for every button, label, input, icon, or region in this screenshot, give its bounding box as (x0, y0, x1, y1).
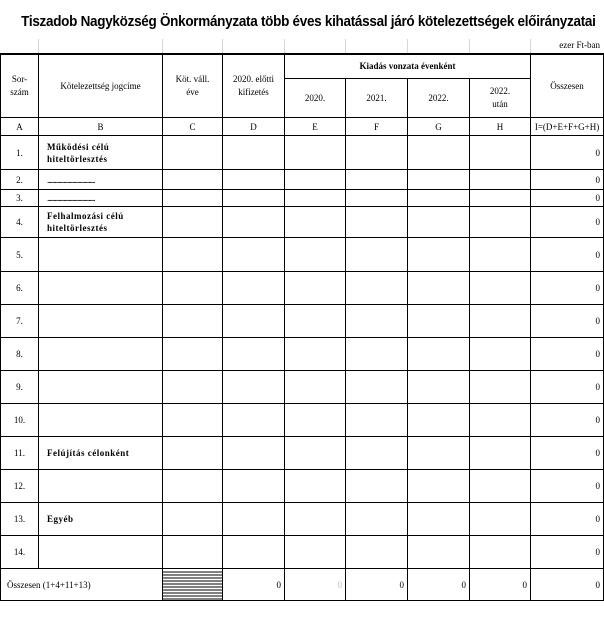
row-label-line2: hiteltörlesztés (47, 223, 108, 233)
total-d: 0 (223, 569, 285, 601)
empty-cell (346, 190, 408, 207)
column-letter: H (470, 118, 531, 136)
total-h: 0 (470, 569, 531, 601)
column-letter: F (346, 118, 408, 136)
empty-cell (223, 272, 285, 305)
header-2021: 2021. (346, 79, 408, 118)
table-row (1, 470, 604, 503)
table-row (1, 190, 604, 207)
obligations-table (0, 54, 604, 601)
header-sorszam-line2: szám (10, 87, 29, 97)
row-number: 2. (1, 170, 39, 190)
empty-cell (346, 238, 408, 272)
table-row (1, 503, 604, 536)
empty-cell (163, 536, 223, 569)
total-e: 0 (285, 569, 346, 601)
empty-cell (470, 338, 531, 371)
empty-cell (285, 136, 346, 170)
empty-cell (285, 404, 346, 437)
empty-cell (408, 272, 470, 305)
row-total: 0 (531, 136, 604, 170)
empty-cell (285, 470, 346, 503)
empty-cell (470, 404, 531, 437)
empty-cell (470, 272, 531, 305)
header-kot-vall (163, 55, 223, 118)
empty-cell (470, 136, 531, 170)
empty-cell (470, 238, 531, 272)
header-2022-utan-line1: 2022. (489, 86, 511, 96)
empty-cell (223, 404, 285, 437)
empty-cell (163, 470, 223, 503)
header-osszesen: Összesen (531, 55, 604, 118)
empty-cell (470, 503, 531, 536)
table-row (1, 338, 604, 371)
row-number: 9. (1, 371, 39, 404)
row-number: 10. (1, 404, 39, 437)
column-letter: I=(D+E+F+G+H) (531, 118, 604, 136)
empty-cell (163, 170, 223, 190)
row-total: 0 (531, 272, 604, 305)
empty-cell (285, 207, 346, 238)
row-label (39, 470, 163, 503)
empty-cell (408, 371, 470, 404)
table-row (1, 238, 604, 272)
row-number: 6. (1, 272, 39, 305)
empty-cell (408, 305, 470, 338)
table-row (1, 305, 604, 338)
total-f: 0 (346, 569, 408, 601)
empty-cell (346, 437, 408, 470)
row-label: ...................................... (39, 170, 163, 190)
header-kiadas: Kiadás vonzata évenként (285, 55, 531, 79)
header-sorszam-line1: Sor- (11, 74, 28, 84)
column-letter: C (163, 118, 223, 136)
header-sorszam (1, 55, 39, 118)
empty-cell (163, 136, 223, 170)
totals-label: Összesen (1+4+11+13) (1, 569, 163, 601)
document-title: Tiszadob Nagyközség Önkormányzata több éves kihatással járó kötelezettségek előirányzatai (21, 14, 596, 30)
empty-cell (408, 190, 470, 207)
empty-cell (470, 190, 531, 207)
empty-cell (346, 503, 408, 536)
row-total: 0 (531, 437, 604, 470)
empty-cell (223, 190, 285, 207)
header-jogcim: Kötelezettség jogcíme (39, 55, 163, 118)
empty-cell (223, 503, 285, 536)
row-number: 11. (1, 437, 39, 470)
row-label-line1: Működési célú hiteltörlesztés (47, 141, 110, 164)
empty-cell (346, 272, 408, 305)
row-label (39, 305, 163, 338)
row-label (39, 207, 163, 238)
empty-cell (223, 536, 285, 569)
empty-cell (346, 338, 408, 371)
empty-cell (346, 136, 408, 170)
table-row (1, 536, 604, 569)
row-label-line1: Felhalmozási célú (47, 211, 124, 221)
row-number: 7. (1, 305, 39, 338)
row-total: 0 (531, 371, 604, 404)
row-total: 0 (531, 536, 604, 569)
row-total: 0 (531, 238, 604, 272)
total-g: 0 (408, 569, 470, 601)
empty-cell (346, 404, 408, 437)
empty-cell (223, 136, 285, 170)
empty-cell (470, 437, 531, 470)
row-number: 14. (1, 536, 39, 569)
column-letter: A (1, 118, 39, 136)
header-elotti-line1: 2020. előtti (233, 74, 274, 84)
empty-cell (285, 503, 346, 536)
totals-row (1, 569, 604, 601)
empty-cell (470, 371, 531, 404)
empty-cell (408, 470, 470, 503)
row-total: 0 (531, 470, 604, 503)
table-row (1, 272, 604, 305)
row-number: 3. (1, 190, 39, 207)
table-row (1, 136, 604, 170)
empty-cell (470, 470, 531, 503)
row-number: 4. (1, 207, 39, 238)
column-letter: D (223, 118, 285, 136)
row-total: 0 (531, 404, 604, 437)
row-label (39, 238, 163, 272)
row-label (39, 437, 163, 470)
row-total: 0 (531, 207, 604, 238)
empty-cell (163, 305, 223, 338)
header-2022-utan (470, 79, 531, 118)
empty-cell (285, 190, 346, 207)
row-label (39, 338, 163, 371)
table-row (1, 437, 604, 470)
empty-cell (408, 136, 470, 170)
unit-label: ezer Ft-ban (559, 40, 600, 50)
table-row (1, 371, 604, 404)
empty-cell (285, 272, 346, 305)
empty-cell (285, 536, 346, 569)
row-label (39, 371, 163, 404)
row-total: 0 (531, 190, 604, 207)
row-label (39, 272, 163, 305)
row-label-line1: Felújítás célonként (47, 448, 130, 458)
table-row (1, 404, 604, 437)
empty-cell (163, 338, 223, 371)
empty-cell (470, 170, 531, 190)
header-elotti-line2: kifizetés (238, 87, 269, 97)
empty-cell (285, 371, 346, 404)
header-kot-vall-line1: Köt. váll. (175, 74, 210, 84)
empty-cell (408, 207, 470, 238)
row-total: 0 (531, 305, 604, 338)
empty-cell (408, 536, 470, 569)
column-letter: E (285, 118, 346, 136)
total-i: 0 (531, 569, 604, 601)
hatched-cell (163, 569, 223, 601)
row-number: 1. (1, 136, 39, 170)
column-letter: B (39, 118, 163, 136)
column-letters-row (1, 118, 604, 136)
row-number: 12. (1, 470, 39, 503)
row-total: 0 (531, 503, 604, 536)
empty-cell (285, 238, 346, 272)
empty-cell (163, 272, 223, 305)
empty-cell (470, 305, 531, 338)
header-kot-vall-line2: éve (186, 87, 199, 97)
empty-cell (408, 238, 470, 272)
empty-cell (163, 207, 223, 238)
empty-cell (223, 170, 285, 190)
empty-cell (163, 404, 223, 437)
header-2022-utan-line2: után (492, 99, 508, 109)
empty-cell (470, 536, 531, 569)
empty-cell (408, 338, 470, 371)
empty-cell (346, 371, 408, 404)
empty-cell (163, 503, 223, 536)
row-number: 5. (1, 238, 39, 272)
empty-cell (285, 338, 346, 371)
empty-cell (285, 437, 346, 470)
table-row (1, 207, 604, 238)
empty-cell (163, 238, 223, 272)
empty-cell (163, 437, 223, 470)
empty-cell (346, 207, 408, 238)
empty-cell (346, 170, 408, 190)
empty-cell (346, 536, 408, 569)
row-number: 8. (1, 338, 39, 371)
empty-cell (223, 238, 285, 272)
header-2022: 2022. (408, 79, 470, 118)
empty-cell (223, 371, 285, 404)
empty-cell (223, 207, 285, 238)
empty-cell (408, 404, 470, 437)
row-label: ...................................... (39, 190, 163, 207)
empty-cell (346, 305, 408, 338)
empty-cell (470, 207, 531, 238)
table-row (1, 170, 604, 190)
row-total: 0 (531, 170, 604, 190)
column-letter: G (408, 118, 470, 136)
row-number: 13. (1, 503, 39, 536)
row-label (39, 536, 163, 569)
row-label (39, 404, 163, 437)
row-label-line1: Egyéb (47, 514, 74, 524)
empty-cell (285, 170, 346, 190)
empty-cell (408, 170, 470, 190)
row-label (39, 503, 163, 536)
empty-cell (223, 338, 285, 371)
empty-cell (223, 470, 285, 503)
empty-cell (163, 190, 223, 207)
empty-cell (223, 305, 285, 338)
empty-cell (408, 503, 470, 536)
row-total: 0 (531, 338, 604, 371)
empty-cell (223, 437, 285, 470)
row-label (39, 136, 163, 170)
header-elotti (223, 55, 285, 118)
header-2020: 2020. (285, 79, 346, 118)
empty-cell (285, 305, 346, 338)
empty-cell (163, 371, 223, 404)
empty-cell (346, 470, 408, 503)
empty-cell (408, 437, 470, 470)
